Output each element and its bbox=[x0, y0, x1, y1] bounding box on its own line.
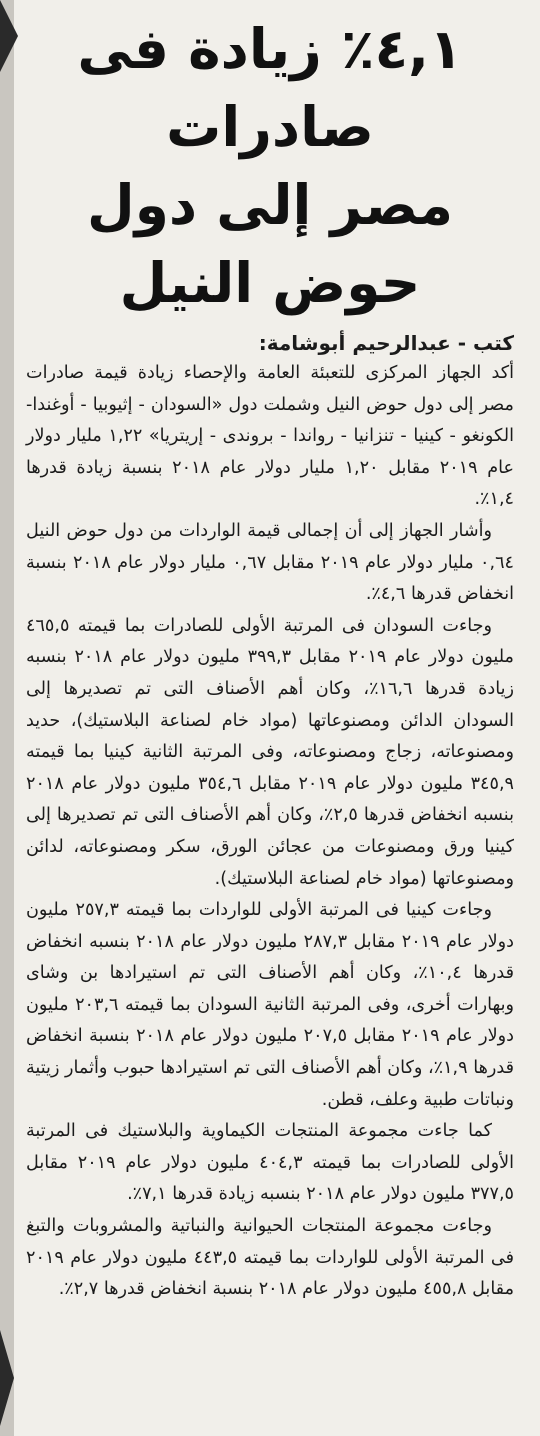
paragraph-6: وجاءت مجموعة المنتجات الحيوانية والنباتية والمشروبات والتبغ فى المرتبة الأولى للواردات بما قيمته ٤٤٣,٥ مليون دولار عام ٢٠١٩ مقابل ٤٥٥,٨ مليون دولار عام ٢٠١٨ بنسبة انخفاض قدرها ٢,٧٪. bbox=[26, 1216, 514, 1300]
paragraph-4: وجاءت كينيا فى المرتبة الأولى للواردات بما قيمته ٢٥٧,٣ مليون دولار عام ٢٠١٩ مقابل ٢٨٧,٣ مليون دولار عام ٢٠١٨ بنسبه انخفاض قدرها ١٠,٤٪، وكان أهم الأصناف التى تم استيرادها بن وشاى وبهارات أخرى، وفى المرتبة الثانية السودان بما قيمته ٢٠٣,٦ مليون دولار عام ٢٠١٩ مقابل ٢٠٧,٥ مليون دولار عام ٢٠١٨ بنسبة انخفاض قدرها ١,٩٪، وكان أهم الأصناف التى تم استيرادها حبوب وأثمار زيتية ونباتات طبية وعلف، قطن. bbox=[26, 900, 514, 1110]
news-article bbox=[26, 10, 514, 1428]
headline-line-1: ٤,١٪ زيادة فى صادرات bbox=[77, 17, 463, 159]
article-body bbox=[26, 358, 514, 1306]
headline-line-2: مصر إلى دول حوض النيل bbox=[86, 173, 454, 315]
page-corner-mark-top bbox=[0, 0, 18, 72]
page-corner-mark-bottom bbox=[0, 1330, 14, 1426]
paragraph-2: وأشار الجهاز إلى أن إجمالى قيمة الواردات من دول حوض النيل ٠,٦٤ مليار دولار عام ٢٠١٩ مقابل ٠,٦٧ مليار دولار عام ٢٠١٨ بنسبة انخفاض قدرها ٤,٦٪. bbox=[26, 520, 514, 605]
article-headline bbox=[26, 10, 514, 322]
paragraph-1: أكد الجهاز المركزى للتعبئة العامة والإحصاء زيادة قيمة صادرات مصر إلى دول حوض النيل وشملت دول «السودان - إثيوبيا - أوغندا- الكونغو - كينيا - تنزانيا - رواندا - بروندى - إريتريا» ١,٢٢ مليار دولار عام ٢٠١٩ مقابل ١,٢٠ مليار دولار عام ٢٠١٨ بنسبة زيادة قدرها ١,٤٪. bbox=[26, 363, 514, 510]
paragraph-3: وجاءت السودان فى المرتبة الأولى للصادرات بما قيمته ٤٦٥,٥ مليون دولار عام ٢٠١٩ مقابل ٣٩٩,٣ مليون دولار عام ٢٠١٨ بنسبه زيادة قدرها ١٦,٦٪، وكان أهم الأصناف التى تم تصديرها إلى السودان الدائن ومصنوعاتها (مواد خام لصناعة البلاستيك)، حديد ومصنوعاته، زجاج ومصنوعاته، وفى المرتبة الثانية كينيا بما قيمته ٣٤٥,٩ مليون دولار عام ٢٠١٩ مقابل ٣٥٤,٦ مليون دولار عام ٢٠١٨ بنسبه انخفاض قدرها ٢,٥٪، وكان أهم الأصناف التى تم تصديرها إلى كينيا ورق ومصنوعات من عجائن الورق، سكر ومصنوعاته، لدائن ومصنوعاتها (مواد خام لصناعة البلاستيك). bbox=[26, 615, 514, 889]
page-edge bbox=[0, 0, 14, 1436]
paragraph-5: كما جاءت مجموعة المنتجات الكيماوية والبلاستيك فى المرتبة الأولى للصادرات بما قيمته ٤٠٤,٣ مليون دولار عام ٢٠١٩ مقابل ٣٧٧,٥ مليون دولار عام ٢٠١٨ بنسبه زيادة قدرها ٧,١٪. bbox=[26, 1121, 514, 1205]
article-byline: كتب - عبدالرحيم أبوشامة: bbox=[258, 331, 514, 355]
